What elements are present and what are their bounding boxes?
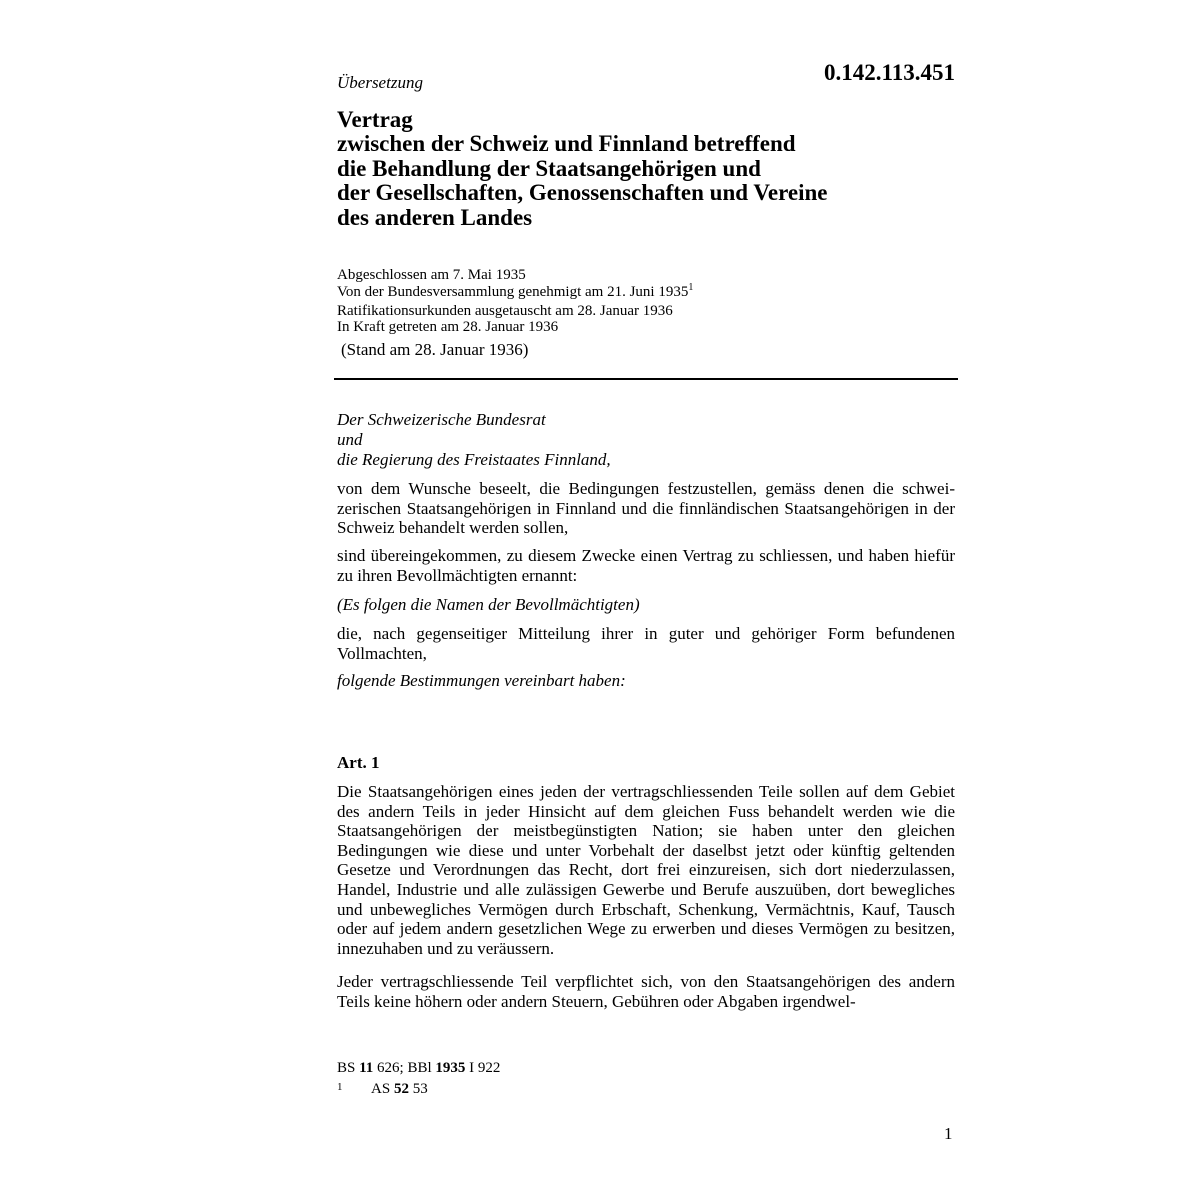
source-mid: 626; BBl [373, 1060, 436, 1076]
source-prefix: BS [337, 1060, 360, 1076]
preamble-paragraph: sind übereingekommen, zu diesem Zwecke einen Vertrag zu schliessen, und haben hiefür zu ihren Bevollmächtigten ernannt: [337, 546, 955, 585]
title-line: Vertrag [337, 107, 413, 132]
preamble-paragraph: folgende Bestimmungen vereinbart haben: [337, 671, 626, 690]
article-paragraph: Jeder vertragschliessende Teil verpflichtet sich, von den Staatsangehörigen des andern Teils keine höhern oder andern Steuern, Gebühren oder Abgaben irgendwel- [337, 972, 955, 1011]
party-2: die Regierung des Freistaates Finnland, [337, 450, 611, 469]
title-line: zwischen der Schweiz und Finnland betreffend [337, 131, 796, 157]
source-volume: 11 [359, 1060, 374, 1076]
footnote-page: 53 [408, 1081, 428, 1097]
page-number: 1 [944, 1124, 953, 1143]
footnote-prefix: AS [371, 1081, 394, 1097]
status-date: (Stand am 28. Januar 1936) [341, 340, 529, 359]
source-reference [337, 1059, 500, 1077]
treaty-metadata [337, 267, 693, 336]
title-line: die Behandlung der Staatsangehörigen und [337, 155, 761, 181]
party-and: und [337, 430, 363, 449]
divider [334, 378, 958, 380]
approval-text: Von der Bundesversammlung genehmigt am 21. Juni 1935 [337, 283, 689, 300]
footnote-1 [337, 1080, 428, 1098]
sr-number: 0.142.113.451 [824, 60, 955, 85]
in-force-date: In Kraft getreten am 28. Januar 1936 [337, 319, 559, 336]
document-title [337, 108, 827, 230]
approval-date [337, 281, 694, 303]
party-1: Der Schweizerische Bundesrat [337, 410, 546, 429]
concluded-date: Abgeschlossen am 7. Mai 1935 [337, 267, 526, 283]
footnote-volume: 52 [393, 1081, 409, 1097]
source-year: 1935 [435, 1060, 466, 1076]
article-paragraph: Die Staatsangehörigen eines jeden der vertragschliessenden Teile sollen auf dem Gebiet des andern Teils in jeder Hinsicht auf dem gleichen Fuss behandelt werden wie die Staatsangehörigen der meistbegünstigten Nation; sie haben unter den gleichen Bedingungen wie diese und unter Vorbehalt der daselbst jetzt oder künftig geltenden Gesetze und Verordnungen das Recht, dort frei einzureisen, sich dort niederzulassen, Handel, Industrie und alle zulässigen Gewerbe und Berufe auszuüben, dort bewegliches und unbewegliches Vermögen durch Erbschaft, Schenkung, Vermächtnis, Kauf, Tausch oder auf jedem andern gesetzlichen Wege zu erwerben und dieses Vermögen zu besitzen, innezuhaben und zu veräussern. [337, 782, 955, 958]
ratification-date: Ratifikationsurkunden ausgetauscht am 28. Januar 1936 [337, 302, 673, 319]
preamble-paragraph: die, nach gegenseitiger Mitteilung ihrer in guter und gehöriger Form befundenen Vollmachten, [337, 624, 955, 663]
article-heading: Art. 1 [337, 753, 380, 772]
footnote-ref[interactable]: 1 [688, 281, 694, 293]
title-line: der Gesellschaften, Genossenschaften und Vereine [337, 180, 828, 206]
source-end: I 922 [465, 1060, 501, 1076]
translation-label: Übersetzung [337, 73, 423, 92]
footnote-mark: 1 [337, 1081, 343, 1093]
title-line: des anderen Landes [337, 204, 533, 230]
preamble-paragraph: von dem Wunsche beseelt, die Bedingungen festzustellen, gemäss denen die schweizerischen Staatsangehörigen in Finnland und die finnländischen Staatsangehörigen in der Schweiz behandelt werden sollen, [337, 479, 955, 538]
preamble-paragraph: (Es folgen die Namen der Bevollmächtigten) [337, 595, 640, 614]
